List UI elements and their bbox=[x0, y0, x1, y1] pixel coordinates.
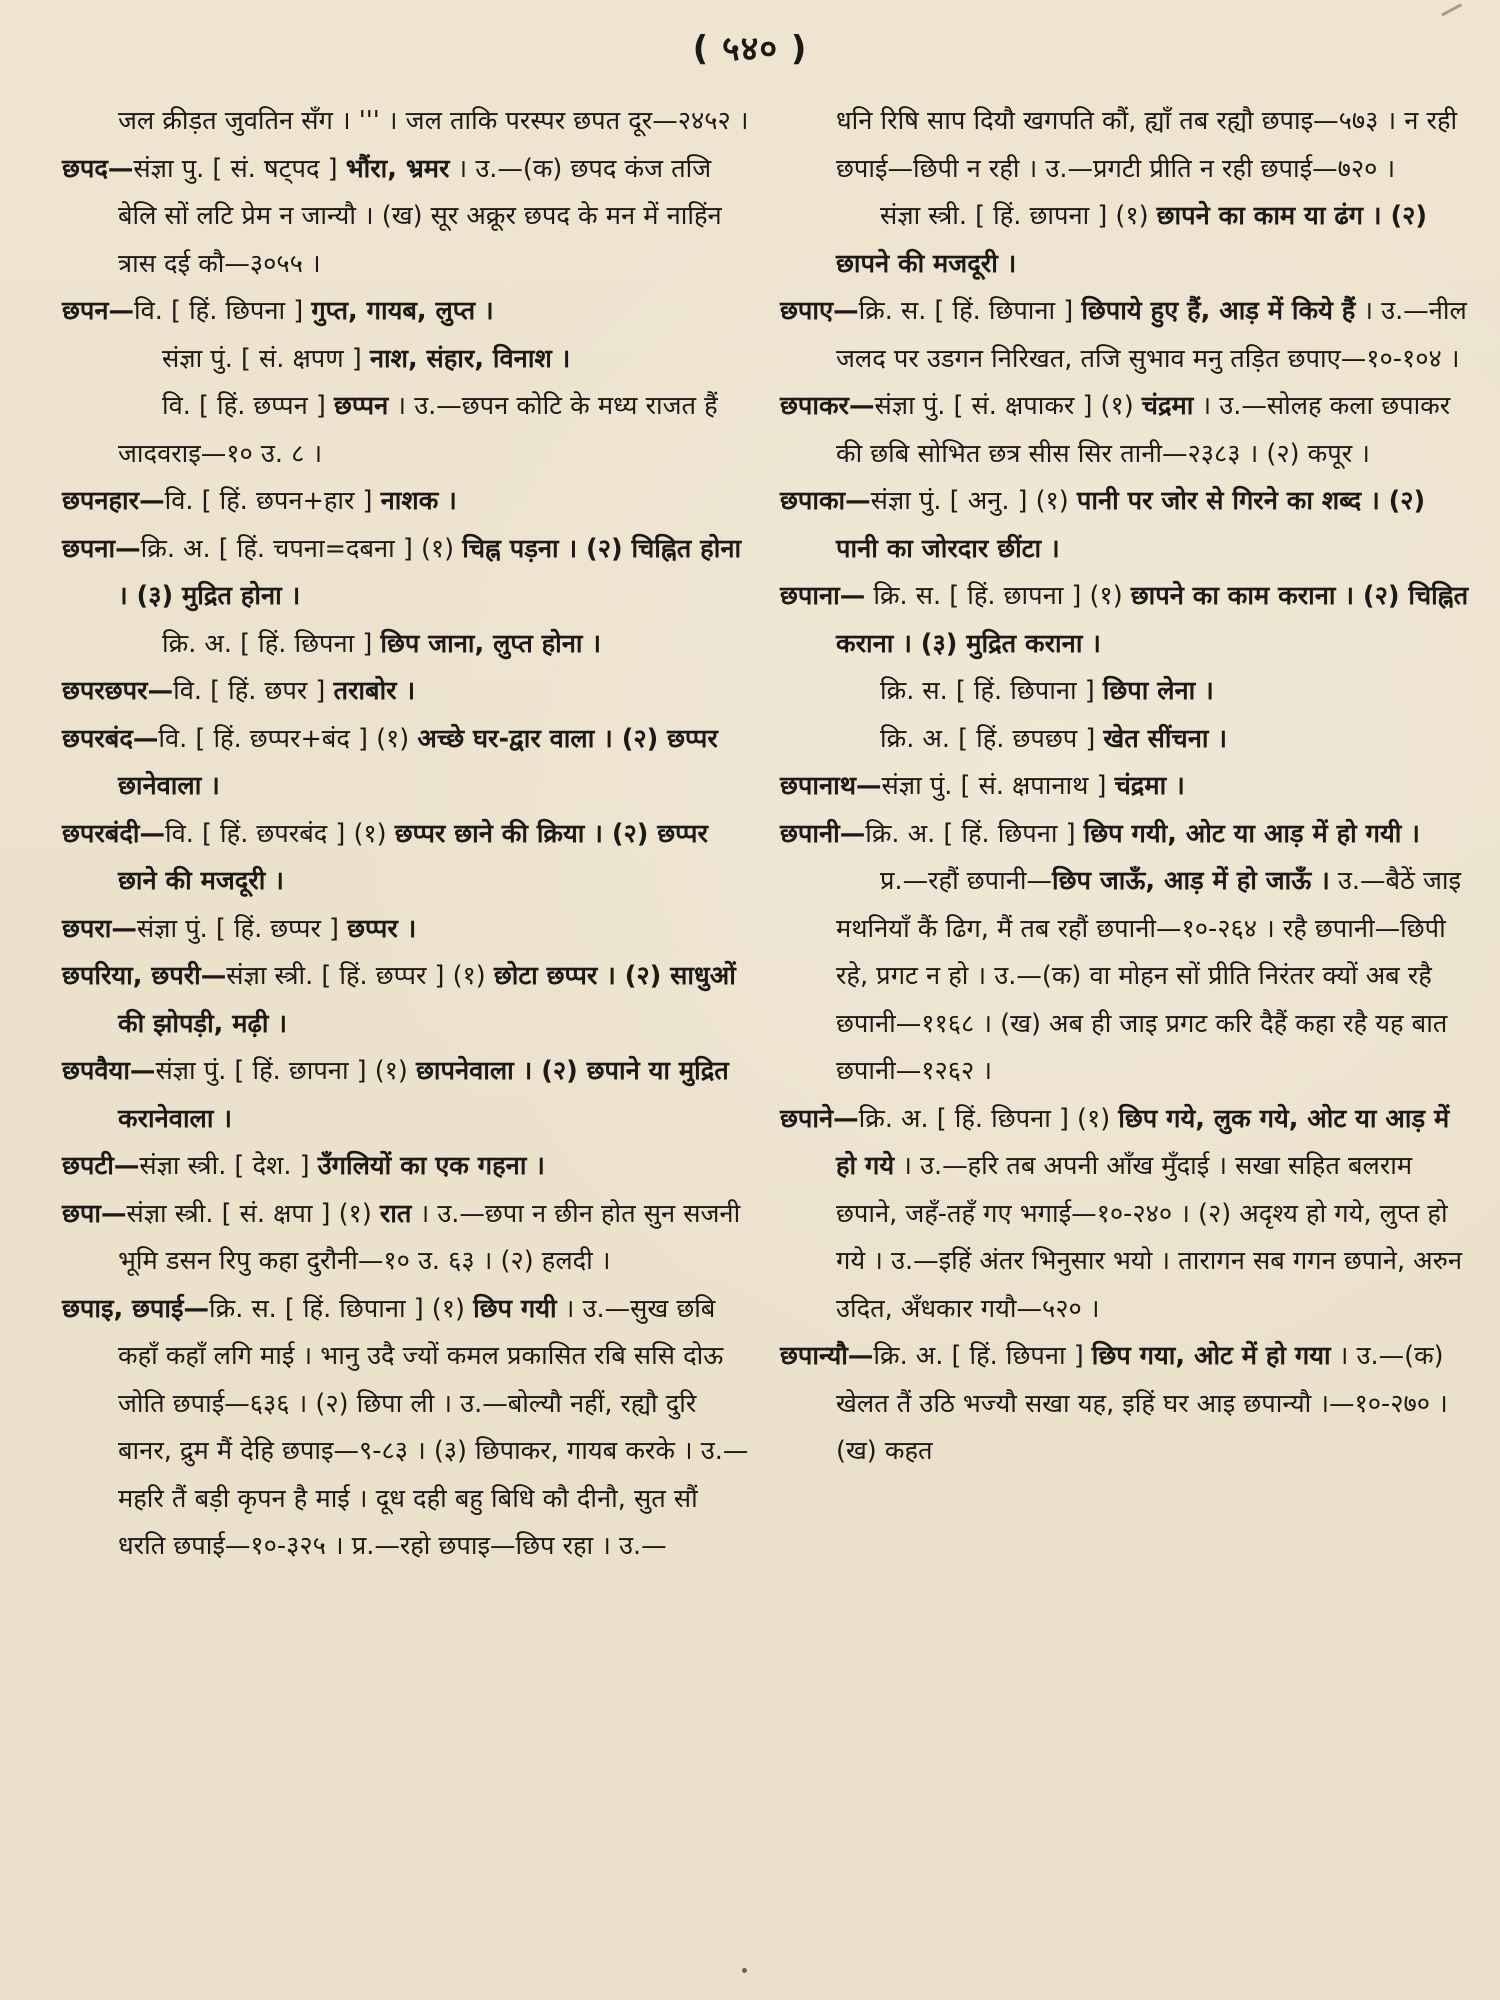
headword: छपा— bbox=[62, 1198, 127, 1229]
entry-chhapanath: छपानाथ—संज्ञा पुं. [ सं. क्षपानाथ ] चंद्रमा । bbox=[780, 771, 1185, 801]
headword: छपरबंदी— bbox=[62, 818, 165, 849]
entry-chhapad: छपद—संज्ञा पु. [ सं. षट्पद ] भौंरा, भ्रमर । उ.—(क) छपद कंज तजि बेलि सों लटि प्रेम न जान्यौ । (ख) सूर अक्रूर छपद के मन में नाहिंन त्रास दई कौ—३०५५ । bbox=[62, 153, 722, 279]
entry-chhaparchhapar: छपरछपर—वि. [ हिं. छपर ] तराबोर । bbox=[62, 676, 416, 706]
entry-chhapana-sub2: क्रि. अ. [ हिं. छपछप ] खेत सींचना । bbox=[880, 723, 1227, 754]
entry-chhapvaiya: छपवैया—संज्ञा पुं. [ हिं. छापना ] (१) छापनेवाला । (२) छपाने या मुद्रित करानेवाला । bbox=[62, 1056, 729, 1134]
left-column bbox=[62, 98, 752, 1571]
headword: छपनहार— bbox=[62, 486, 165, 516]
headword: छपरबंद— bbox=[62, 723, 159, 754]
entry-chhapti: छपटी—संज्ञा स्त्री. [ देश. ] उँगलियों का एक गहना । bbox=[62, 1151, 545, 1181]
headword: छपाइ, छपाई— bbox=[62, 1293, 210, 1324]
entry-chhapana: छपाना— क्रि. स. [ हिं. छापना ] (१) छापने का काम कराना । (२) चिह्नित कराना । (३) मुद्रित कराना । bbox=[780, 581, 1469, 659]
headword: छपाए— bbox=[780, 296, 859, 326]
entry-chhapai: छपाइ, छपाई—क्रि. स. [ हिं. छिपाना ] (१) छिप गयी । उ.—सुख छबि कहाँ कहाँ लगि माई । भानु उदै ज्यों कमल प्रकासित रबि ससि दोऊ जोति छपाई—६३६ । (२) छिपा ली । उ.—बोल्यौ नहीं, रह्यौ दुरि बानर, द्रुम मैं देहि छपाइ—९-८३ । (३) छिपाकर, गायब करके । उ.—महरि तैं बड़ी कृपन है माई । दूध दही बहु बिधि कौ दीनौ, सुत सौं धरति छपाई—१०-३२५ । प्र.—रहो छपाइ—छिप रहा । उ.— bbox=[62, 1293, 749, 1561]
page-dot bbox=[742, 1968, 747, 1973]
entry-chhapan-sub2: वि. [ हिं. छप्पन ] छप्पन । उ.—छपन कोटि के मध्य राजत हैं जादवराइ—१० उ. ८ । bbox=[118, 391, 718, 469]
headword: छपरछपर— bbox=[62, 676, 174, 706]
headword: छपानाथ— bbox=[780, 771, 882, 801]
headword: छपाका— bbox=[780, 486, 871, 516]
entry-chhapa: छपा—संज्ञा स्त्री. [ सं. क्षपा ] (१) रात । उ.—छपा न छीन होत सुन सजनी भूमि डसन रिपु कहा दुरौनी—१० उ. ६३ । (२) हलदी । bbox=[62, 1198, 741, 1276]
headword: छपरा— bbox=[62, 913, 137, 944]
entry-continuation: धनि रिषि साप दियौ खगपति कौं, ह्याँ तब रह्यौ छपाइ—५७३ । न रही छपाई—छिपी न रही । उ.—प्रगटी प्रीति न रही छपाई—७२० । bbox=[836, 106, 1458, 184]
headword: छपाना— bbox=[780, 581, 866, 611]
entry-chhapaka: छपाका—संज्ञा पुं. [ अनु. ] (१) पानी पर जोर से गिरने का शब्द । (२) पानी का जोरदार छींटा । bbox=[780, 486, 1426, 564]
headword: छपद— bbox=[62, 153, 134, 184]
entry-chhapani-sub: प्र.—रहौं छपानी—छिप जाऊँ, आड़ में हो जाऊँ । उ.—बैठें जाइ मथनियाँ कैं ढिग, मैं तब रहौं छपानी—१०-२६४ । रहै छपानी—छिपी रहे, प्रगट न हो । उ.—(क) वा मोहन सों प्रीति निरंतर क्यों अब रहै छपानी—११६८ । (ख) अब ही जाइ प्रगट करि दैहैं कहा रहै यह बात छपानी—१२६२ । bbox=[836, 866, 1462, 1086]
entry-chhapae: छपाए—क्रि. स. [ हिं. छिपाना ] छिपाये हुए हैं, आड़ में किये हैं । उ.—नील जलद पर उडगन निरिखत, तजि सुभाव मनु तड़ित छपाए—१०-१०४ । bbox=[780, 296, 1467, 374]
entry-chhapanyau: छपान्यौ—क्रि. अ. [ हिं. छिपना ] छिप गया, ओट में हो गया । उ.—(क) खेलत तैं उठि भज्यौ सखा यह, इहिं घर आइ छपान्यौ ।—१०-२७० । (ख) कहत bbox=[780, 1341, 1448, 1466]
entry-chhapai-noun: संज्ञा स्त्री. [ हिं. छापना ] (१) छापने का काम या ढंग । (२) छापने की मजदूरी । bbox=[836, 201, 1428, 279]
entry-chhapan-sub1: संज्ञा पुं. [ सं. क्षपण ] नाश, संहार, विनाश । bbox=[162, 343, 571, 374]
entry-chhapan: छपन—वि. [ हिं. छिपना ] गुप्त, गायब, लुप्त । bbox=[62, 296, 494, 326]
headword: छपन— bbox=[62, 296, 135, 326]
entry-chhaparband: छपरबंद—वि. [ हिं. छप्पर+बंद ] (१) अच्छे घर-द्वार वाला । (२) छप्पर छानेवाला । bbox=[62, 723, 718, 801]
entry-chhapana-sub1: क्रि. स. [ हिं. छिपाना ] छिपा लेना । bbox=[880, 676, 1214, 706]
entry-chhapariya: छपरिया, छपरी—संज्ञा स्त्री. [ हिं. छप्पर ] (१) छोटा छप्पर । (२) साधुओं की झोपड़ी, मढ़ी । bbox=[62, 961, 736, 1039]
corner-mark bbox=[1441, 3, 1465, 21]
entry-chhapanhar: छपनहार—वि. [ हिं. छपन+हार ] नाशक । bbox=[62, 486, 457, 516]
entry-chhapane: छपाने—क्रि. अ. [ हिं. छिपना ] (१) छिप गये, लुक गये, ओट या आड़ में हो गये । उ.—हरि तब अपनी आँख मुँदाई । सखा सहित बलराम छपाने, जहँ-तहँ गए भगाई—१०-२४० । (२) अदृश्य हो गये, लुप्त हो गये । उ.—इहिं अंतर भिनुसार भयो । तारागन सब गगन छपाने, अरुन उदित, अँधकार गयौ—५२० । bbox=[780, 1103, 1463, 1324]
entry-continuation: जल क्रीड़त जुवतिन सँग । ''' । जल ताकि परस्पर छपत दूर—२४५२ । bbox=[118, 106, 749, 136]
headword: छपरिया, छपरी— bbox=[62, 961, 227, 991]
entry-chhapani: छपानी—क्रि. अ. [ हिं. छिपना ] छिप गयी, ओट या आड़ में हो गयी । bbox=[780, 818, 1420, 849]
headword: छपना— bbox=[62, 533, 141, 564]
entry-chhapra: छपरा—संज्ञा पुं. [ हिं. छप्पर ] छप्पर । bbox=[62, 913, 417, 944]
entry-chhapna-sub: क्रि. अ. [ हिं. छिपना ] छिप जाना, लुप्त होना । bbox=[162, 628, 602, 659]
entry-chhapakar: छपाकर—संज्ञा पुं. [ सं. क्षपाकर ] (१) चंद्रमा । उ.—सोलह कला छपाकर की छबि सोभित छत्र सीस सिर तानी—२३८३ । (२) कपूर । bbox=[780, 391, 1451, 469]
headword: छपटी— bbox=[62, 1151, 140, 1181]
headword: छपाकर— bbox=[780, 391, 875, 421]
entry-chhapna: छपना—क्रि. अ. [ हिं. चपना=दबना ] (१) चिह्न पड़ना । (२) चिह्नित होना । (३) मुद्रित होना । bbox=[62, 533, 742, 611]
page-number: ( ५४० ) bbox=[692, 29, 808, 69]
entry-chhaparbandi: छपरबंदी—वि. [ हिं. छपरबंद ] (१) छप्पर छाने की क्रिया । (२) छप्पर छाने की मजदूरी । bbox=[62, 818, 708, 896]
headword: छपाने— bbox=[780, 1103, 859, 1134]
headword: छपवैया— bbox=[62, 1056, 156, 1086]
right-column bbox=[780, 98, 1470, 1476]
headword: छपान्यौ— bbox=[780, 1341, 874, 1371]
headword: छपानी— bbox=[780, 818, 866, 849]
